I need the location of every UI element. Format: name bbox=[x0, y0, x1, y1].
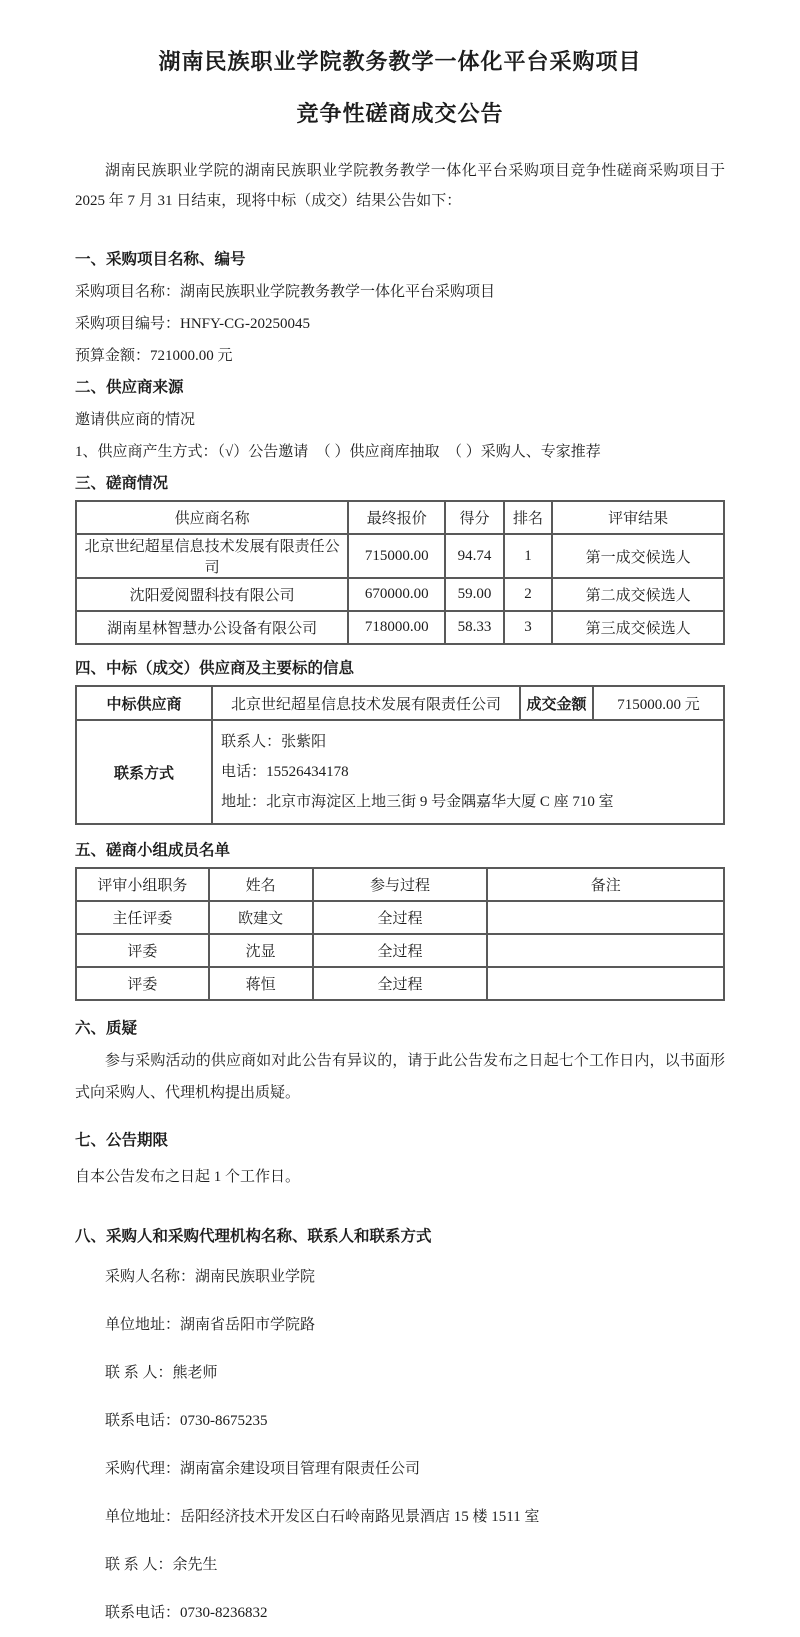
purchaser-name-line: 采购人名称：湖南民族职业学院 bbox=[105, 1269, 316, 1285]
winner-label-cell: 中标供应商 bbox=[76, 686, 212, 720]
col-header-name: 姓名 bbox=[209, 868, 313, 901]
purchaser-phone-line: 联系电话：0730-8675235 bbox=[105, 1413, 268, 1429]
final-quote-cell: 718000.00 bbox=[348, 611, 445, 644]
contact-phone-line: 电话：15526434178 bbox=[221, 764, 349, 780]
panel-role-cell: 主任评委 bbox=[76, 901, 209, 934]
section5-heading: 五、磋商小组成员名单 bbox=[75, 842, 231, 859]
member-name-cell: 欧建文 bbox=[209, 901, 313, 934]
agency-phone-line: 联系电话：0730-8236832 bbox=[105, 1605, 268, 1621]
announcement-period-line: 自本公告发布之日起 1 个工作日。 bbox=[75, 1169, 301, 1185]
purchaser-contact-line: 联 系 人：熊老师 bbox=[105, 1365, 218, 1381]
section4-heading: 四、中标（成交）供应商及主要标的信息 bbox=[75, 660, 355, 677]
col-header-remark: 备注 bbox=[487, 868, 724, 901]
table-row bbox=[76, 934, 724, 967]
section8-heading: 八、采购人和采购代理机构名称、联系人和联系方式 bbox=[75, 1228, 432, 1245]
project-name-line: 采购项目名称：湖南民族职业学院教务教学一体化平台采购项目 bbox=[75, 284, 496, 300]
rank-cell: 3 bbox=[504, 611, 553, 644]
section2-heading: 二、供应商来源 bbox=[75, 379, 184, 396]
section7-heading: 七、公告期限 bbox=[75, 1132, 169, 1149]
amount-value-cell: 715000.00 元 bbox=[593, 686, 724, 720]
agency-name-line: 采购代理：湖南富余建设项目管理有限责任公司 bbox=[105, 1461, 421, 1477]
remark-cell bbox=[487, 967, 724, 1000]
table-row bbox=[76, 967, 724, 1000]
participation-cell: 全过程 bbox=[313, 967, 488, 1000]
contact-info-cell bbox=[212, 720, 724, 824]
col-header-participation: 参与过程 bbox=[313, 868, 488, 901]
supplier-invite-line: 邀请供应商的情况 bbox=[75, 412, 196, 428]
doc-title-line2: 竞争性磋商成交公告 bbox=[296, 101, 504, 126]
winner-info-table bbox=[75, 685, 725, 825]
winner-name-cell: 北京世纪超星信息技术发展有限责任公司 bbox=[212, 686, 520, 720]
col-header-review-result: 评审结果 bbox=[552, 501, 724, 534]
amount-label-cell: 成交金额 bbox=[520, 686, 593, 720]
section6-heading: 六、质疑 bbox=[75, 1020, 138, 1037]
intro-paragraph: 湖南民族职业学院的湖南民族职业学院教务教学一体化平台采购项目竞争性磋商采购项目于 2025 年 7 月 31 日结束，现将中标（成交）结果公告如下： bbox=[75, 163, 725, 209]
section3-heading: 三、磋商情况 bbox=[75, 475, 169, 492]
score-cell: 59.00 bbox=[445, 578, 503, 611]
supplier-name-cell: 湖南星林智慧办公设备有限公司 bbox=[76, 611, 348, 644]
project-number-line: 采购项目编号：HNFY-CG-20250045 bbox=[75, 316, 311, 332]
final-quote-cell: 670000.00 bbox=[348, 578, 445, 611]
budget-line: 预算金额：721000.00 元 bbox=[75, 348, 233, 364]
col-header-score: 得分 bbox=[445, 501, 503, 534]
negotiation-result-table bbox=[75, 500, 725, 645]
panel-role-cell: 评委 bbox=[76, 934, 209, 967]
winner-row bbox=[76, 686, 724, 720]
member-name-cell: 沈显 bbox=[209, 934, 313, 967]
participation-cell: 全过程 bbox=[313, 934, 488, 967]
supplier-method-line: 1、供应商产生方式：（√）公告邀请 （ ）供应商库抽取 （ ）采购人、专家推荐 bbox=[75, 444, 601, 460]
panel-members-table bbox=[75, 867, 725, 1001]
final-quote-cell: 715000.00 bbox=[348, 534, 445, 578]
score-cell: 58.33 bbox=[445, 611, 503, 644]
section1-heading: 一、采购项目名称、编号 bbox=[75, 251, 246, 268]
col-header-final-quote: 最终报价 bbox=[348, 501, 445, 534]
contacts-block bbox=[75, 1253, 725, 1637]
review-result-cell: 第二成交候选人 bbox=[552, 578, 724, 611]
review-result-cell: 第一成交候选人 bbox=[552, 534, 724, 578]
contact-address-line: 地址：北京市海淀区上地三街 9 号金隅嘉华大厦 C 座 710 室 bbox=[221, 794, 614, 810]
supplier-name-cell: 沈阳爱阅盟科技有限公司 bbox=[76, 578, 348, 611]
panel-role-cell: 评委 bbox=[76, 967, 209, 1000]
contact-person-line: 联系人：张紫阳 bbox=[221, 734, 327, 750]
purchaser-address-line: 单位地址：湖南省岳阳市学院路 bbox=[105, 1317, 316, 1333]
table-row bbox=[76, 901, 724, 934]
table-header-row bbox=[76, 868, 724, 901]
agency-contact-line: 联 系 人：余先生 bbox=[105, 1557, 218, 1573]
contact-label-cell: 联系方式 bbox=[76, 720, 212, 824]
table-row bbox=[76, 534, 724, 578]
review-result-cell: 第三成交候选人 bbox=[552, 611, 724, 644]
remark-cell bbox=[487, 901, 724, 934]
participation-cell: 全过程 bbox=[313, 901, 488, 934]
col-header-panel-role: 评审小组职务 bbox=[76, 868, 209, 901]
score-cell: 94.74 bbox=[445, 534, 503, 578]
doc-title-line1: 湖南民族职业学院教务教学一体化平台采购项目 bbox=[158, 49, 642, 74]
contact-row bbox=[76, 720, 724, 824]
col-header-supplier: 供应商名称 bbox=[76, 501, 348, 534]
table-row bbox=[76, 611, 724, 644]
rank-cell: 2 bbox=[504, 578, 553, 611]
rank-cell: 1 bbox=[504, 534, 553, 578]
objection-paragraph: 参与采购活动的供应商如对此公告有异议的，请于此公告发布之日起七个工作日内，以书面形式向采购人、代理机构提出质疑。 bbox=[75, 1053, 725, 1101]
supplier-name-cell: 北京世纪超星信息技术发展有限责任公司 bbox=[76, 534, 348, 578]
col-header-rank: 排名 bbox=[504, 501, 553, 534]
member-name-cell: 蒋恒 bbox=[209, 967, 313, 1000]
remark-cell bbox=[487, 934, 724, 967]
table-row bbox=[76, 578, 724, 611]
table-header-row bbox=[76, 501, 724, 534]
agency-address-line: 单位地址：岳阳经济技术开发区白石岭南路见景酒店 15 楼 1511 室 bbox=[105, 1509, 540, 1525]
